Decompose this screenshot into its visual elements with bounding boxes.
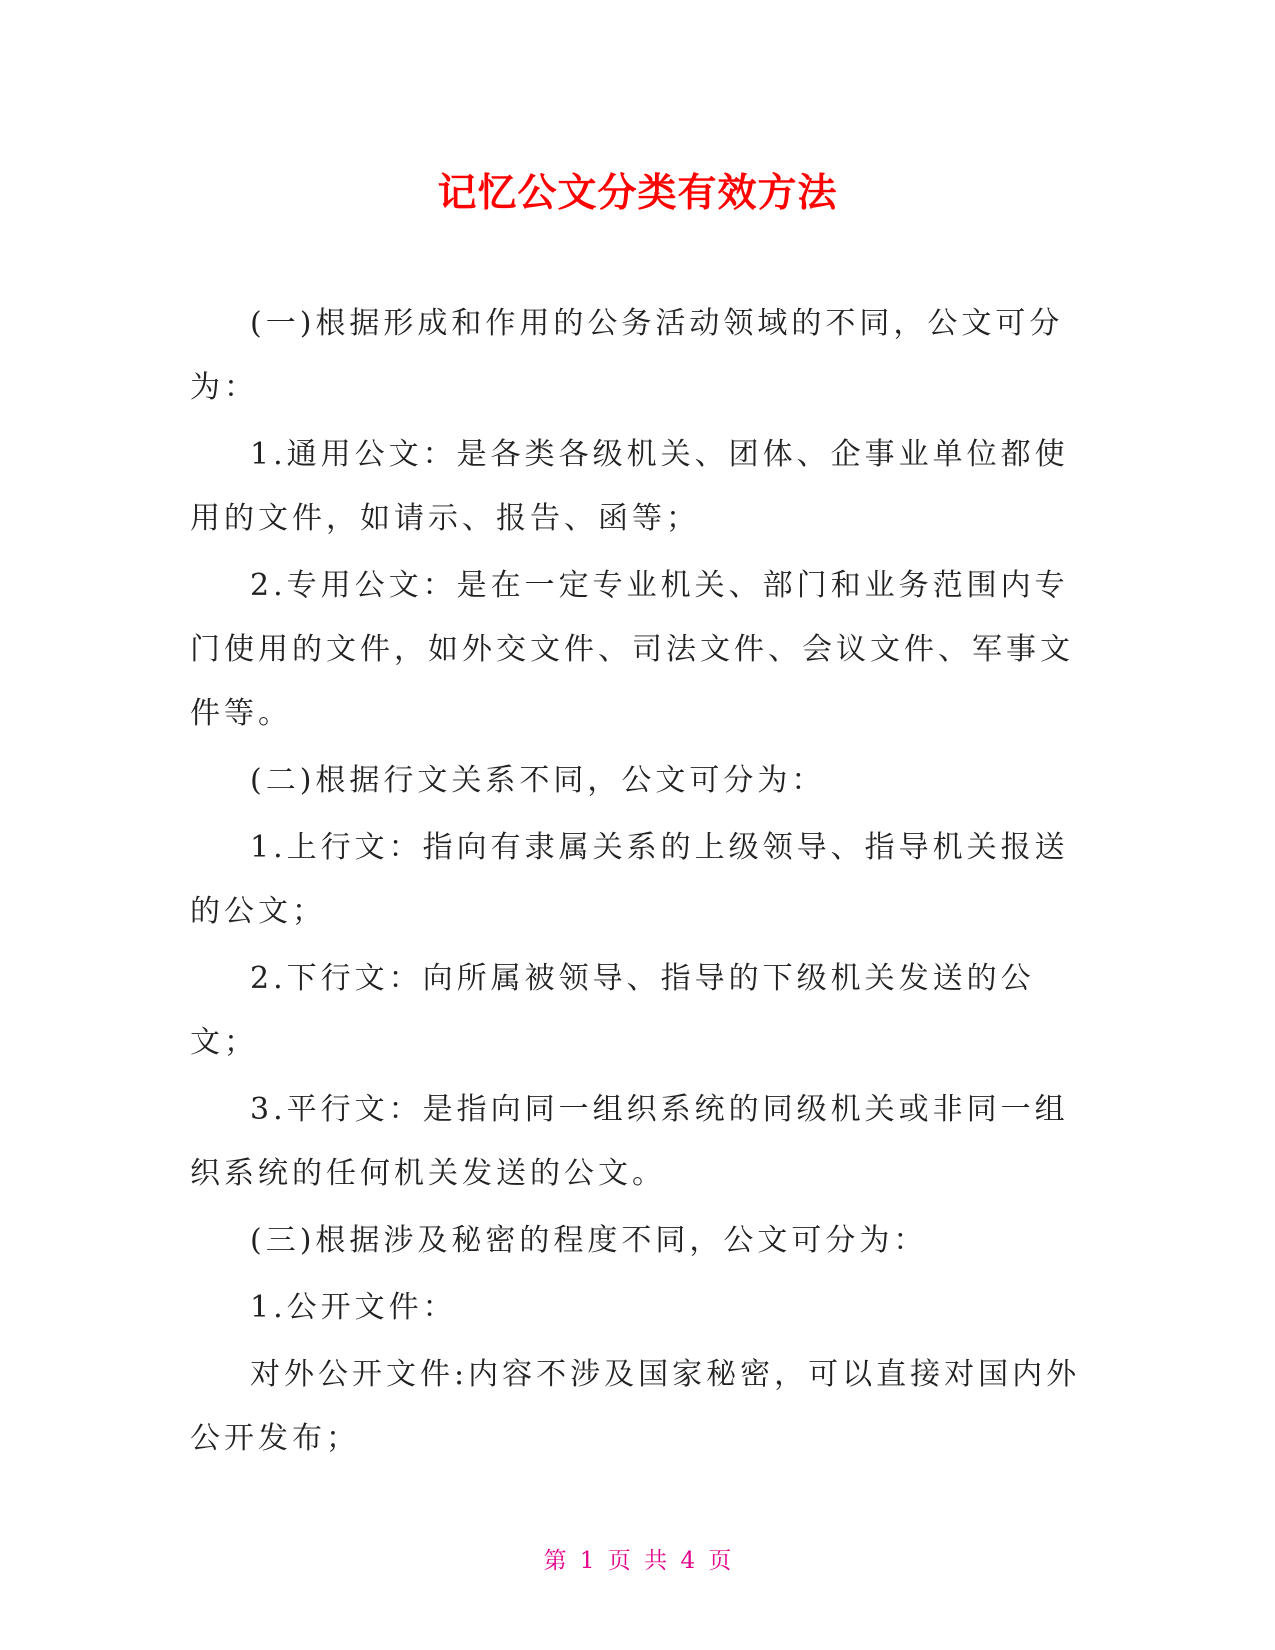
page-number-footer: 第 1 页 共 4 页 (543, 1548, 732, 1574)
paragraph-7: 3.平行文：是指向同一组织系统的同级机关或非同一组织系统的任何机关发送的公文。 (190, 1092, 1069, 1191)
paragraph-5: 1.上行文：指向有隶属关系的上级领导、指导机关报送的公文； (190, 830, 1069, 929)
paragraph-4: (二)根据行文关系不同，公文可分为： (250, 763, 826, 798)
document-title: 记忆公文分类有效方法 (437, 171, 838, 216)
paragraph-3: 2.专用公文：是在一定专业机关、部门和业务范围内专门使用的文件，如外交文件、司法文件、会议文件、军事文件等。 (190, 568, 1074, 731)
paragraph-8: (三)根据涉及秘密的程度不同，公文可分为： (250, 1223, 928, 1258)
paragraph-9: 1.公开文件： (250, 1290, 457, 1325)
paragraph-1: (一)根据形成和作用的公务活动领域的不同，公文可分为： (190, 306, 1064, 405)
paragraph-2: 1.通用公文：是各类各级机关、团体、企事业单位都使用的文件，如请示、报告、函等； (190, 437, 1069, 536)
paragraph-6: 2.下行文：向所属被领导、指导的下级机关发送的公文； (190, 961, 1035, 1060)
document-body (190, 292, 1090, 1474)
paragraph-10: 对外公开文件:内容不涉及国家秘密，可以直接对国内外公开发布； (190, 1357, 1081, 1456)
